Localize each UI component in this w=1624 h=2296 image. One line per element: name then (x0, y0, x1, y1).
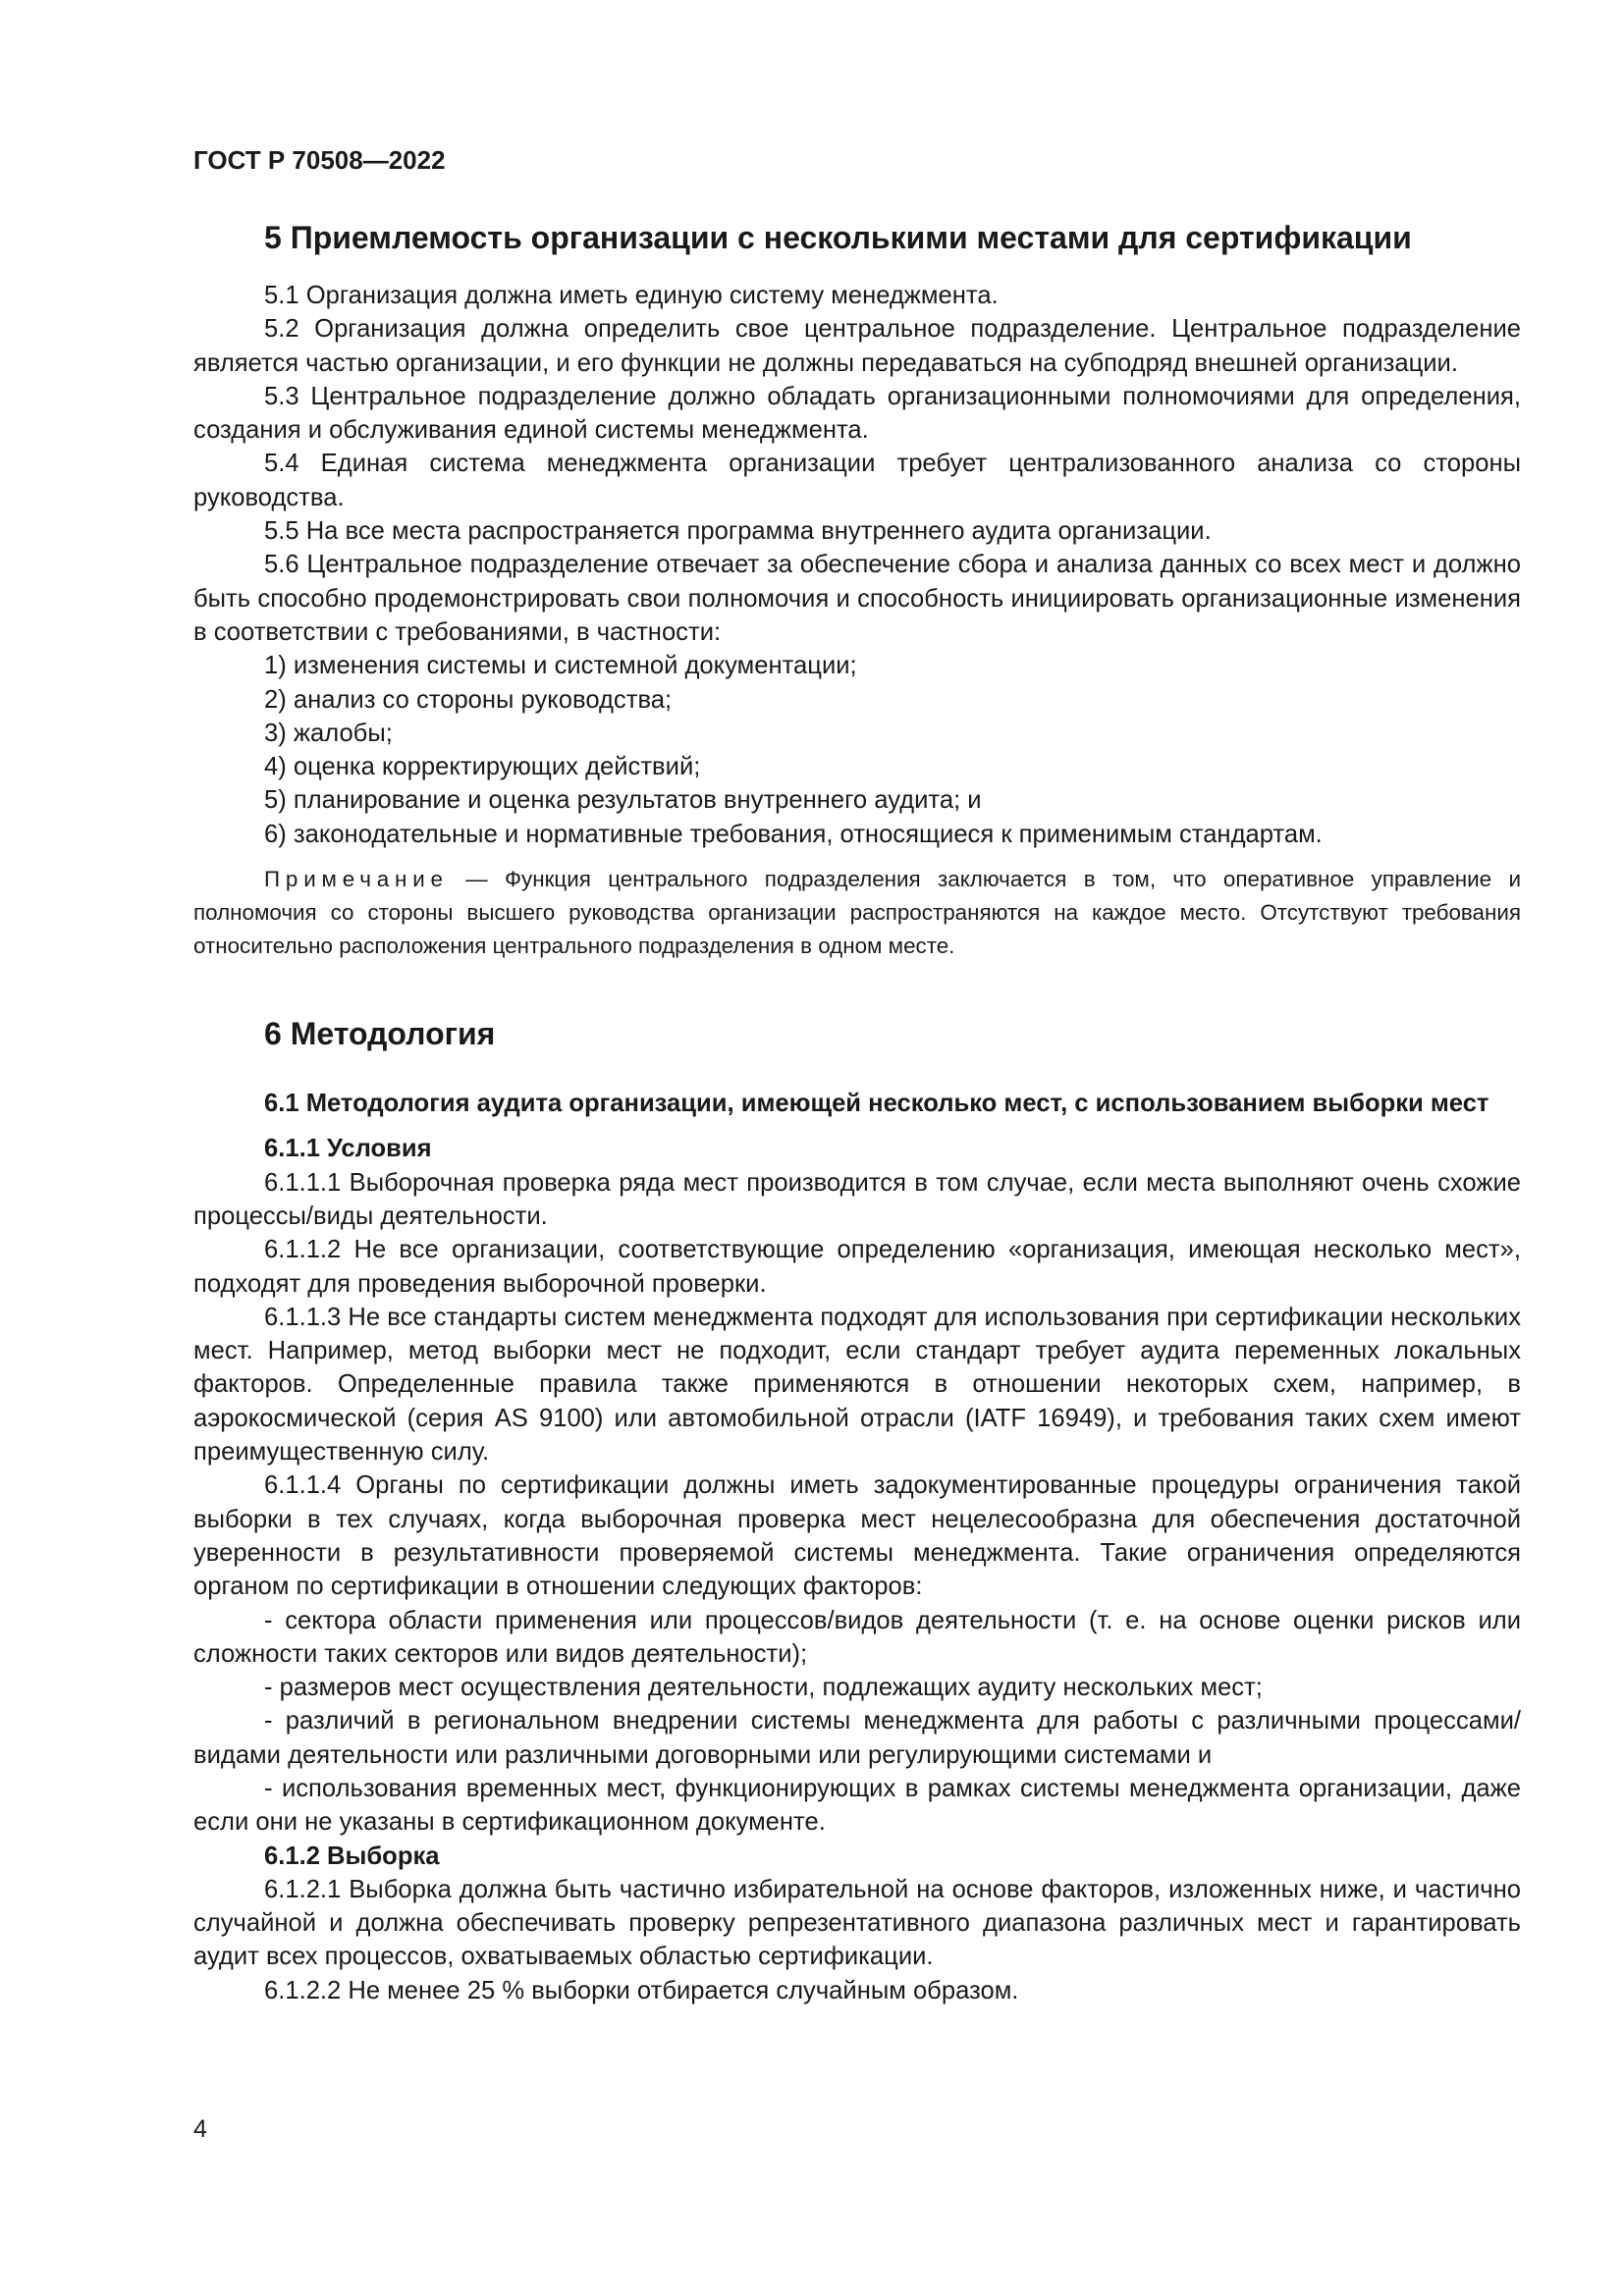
dash-list-item: - использования временных мест, функционирующих в рамках системы менеджмента организации, даже если они не указаны в сертификационном документе. (193, 1774, 1521, 1837)
section-6-heading: 6 Методология (264, 1016, 496, 1052)
clause-5-5: 5.5 На все места распространяется программа внутреннего аудита организации. (264, 517, 1212, 546)
subsection-6-1-2-heading: 6.1.2 Выборка (264, 1842, 440, 1870)
dash-list-item: - сектора области применения или процессов/видов деятельности (т. е. на основе оценки рисков или сложности таких секторов или видов деятельности); (193, 1606, 1521, 1668)
clause-5-1: 5.1 Организация должна иметь единую систему менеджмента. (264, 282, 999, 309)
clause-6-1-1-4: 6.1.1.4 Органы по сертификации должны иметь задокументированные процедуры ограничения такой выборки в тех случаях, когда выборочная проверка мест нецелесообразна для обеспечения достаточной уверенности в результативности проверяемой системы менеджмента. Такие ограничения определяются органом по сертификации в отношении следующих факторов: (193, 1471, 1521, 1601)
list-item: 1) изменения системы и системной документации; (264, 652, 857, 680)
note (193, 863, 1521, 963)
subsection-6-1-heading: 6.1 Методология аудита организации, имеющей несколько мест, с использованием выборки мест (264, 1090, 1489, 1118)
document-body (193, 218, 1521, 2007)
document-code: ГОСТ Р 70508—2022 (193, 145, 446, 175)
clause-6-1-1-1: 6.1.1.1 Выборочная проверка ряда мест производится в том случае, если места выполняют очень схожие процессы/виды деятельности. (193, 1168, 1521, 1230)
section-5-heading: 5 Приемлемость организации с несколькими местами для сертификации (264, 220, 1412, 255)
list-item: 3) жалобы; (264, 719, 393, 747)
clause-5-4: 5.4 Единая система менеджмента организации требует централизованного анализа со стороны руководства. (193, 450, 1521, 511)
clause-5-2: 5.2 Организация должна определить свое центральное подразделение. Центральное подразделение является частью организации, и его функции не должны передаваться на субподряд внешней организации. (193, 315, 1521, 377)
clause-5-3: 5.3 Центральное подразделение должно обладать организационными полномочиями для определения, создания и обслуживания единой системы менеджмента. (193, 382, 1521, 445)
clause-6-1-1-2: 6.1.1.2 Не все организации, соответствующие определению «организация, имеющая несколько мест», подходят для проведения выборочной проверки. (193, 1236, 1521, 1298)
dash-list-item: - размеров мест осуществления деятельности, подлежащих аудиту нескольких мест; (264, 1674, 1263, 1702)
list-item: 6) законодательные и нормативные требования, относящиеся к применимым стандартам. (264, 820, 1323, 848)
dash-list-item: - различий в региональном внедрении системы менеджмента для работы с различными процессами/видами деятельности или различными договорными или регулирующими системами и (193, 1707, 1521, 1769)
note-text: — Функция центрального подразделения заключается в том, что оперативное управление и полномочия со стороны высшего руководства организации распространяются на каждое место. Отсутствуют требования относительно расположения центрального подразделения в одном месте. (193, 867, 1521, 959)
page-number: 4 (193, 2115, 207, 2143)
list-item: 4) оценка корректирующих действий; (264, 753, 701, 781)
clause-6-1-2-1: 6.1.2.1 Выборка должна быть частично избирательной на основе факторов, изложенных ниже, и частично случайной и должна обеспечивать проверку репрезентативного диапазона различных мест и гарантировать аудит всех процессов, охватываемых областью сертификации. (193, 1875, 1521, 1971)
clause-6-1-2-2: 6.1.2.2 Не менее 25 % выборки отбирается случайным образом. (264, 1976, 1019, 2004)
subsection-6-1-1-heading: 6.1.1 Условия (264, 1135, 432, 1163)
clause-5-6: 5.6 Центральное подразделение отвечает за обеспечение сбора и анализа данных со всех мест и должно быть способно продемонстрировать свои полномочия и способность инициировать организационные изменения в соответствии с требованиями, в частности: (193, 551, 1521, 646)
list-item: 5) планирование и оценка результатов внутреннего аудита; и (264, 786, 982, 815)
list-item: 2) анализ со стороны руководства; (264, 685, 673, 714)
clause-6-1-1-3: 6.1.1.3 Не все стандарты систем менеджмента подходят для использования при сертификации нескольких мест. Например, метод выборки мест не подходит, если стандарт требует аудита переменных локальных факторов. Определенные правила также применяются в отношении некоторых схем, например, в аэрокосмической (серия AS 9100) или автомобильной отрасли (IATF 16949), и требования таких схем имеют преимущественную силу. (193, 1303, 1521, 1467)
note-label: Примечание (264, 867, 449, 892)
